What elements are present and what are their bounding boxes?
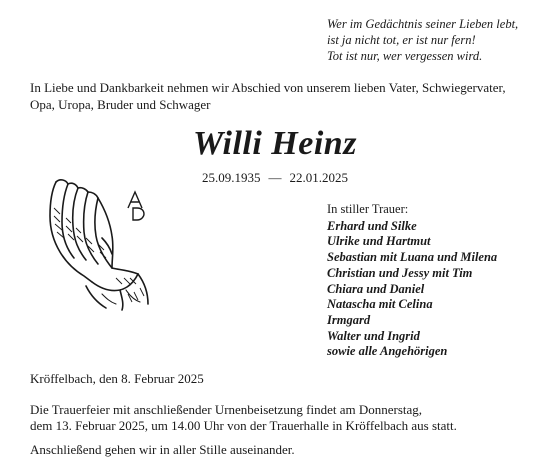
mourner-entry: Natascha mit Celina [327,297,433,312]
mourner-entry: Ulrike und Hartmut [327,234,431,249]
mourner-entry: Walter und Ingrid [327,328,420,343]
date-separator: — [268,170,282,185]
poem-line: Tot ist nur, wer vergessen wird. [327,49,483,63]
mourner-entry: Christian und Jessy mit Tim [327,265,473,280]
mourners-list [327,202,542,360]
closing-note: Anschließend gehen wir in aller Stille auseinander. [30,442,295,457]
mourner-entry: Sebastian mit Luana und Milena [327,250,498,265]
intro-line: In Liebe und Dankbarkeit nehmen wir Abschied von unserem lieben Vater, Schwiegervater, [30,80,506,95]
funeral-service-info [30,402,535,434]
poem-line: Wer im Gedächtnis seiner Lieben lebt, [327,17,519,31]
farewell-intro [30,79,530,113]
birth-date: 25.09.1935 [202,170,261,185]
memorial-poem [327,16,542,64]
mourners-lead: In stiller Trauer: [327,202,409,216]
mourner-entry: Chiara und Daniel [327,281,425,296]
poem-line: ist ja nicht tot, er ist nur fern! [327,33,476,47]
praying-hands-icon [40,178,160,313]
mourner-entry: Irmgard [327,312,371,327]
service-line: dem 13. Februar 2025, um 14.00 Uhr von der Trauerhalle in Kröffelbach aus statt. [30,418,457,433]
intro-line: Opa, Uropa, Bruder und Schwager [30,97,211,112]
monogram [128,192,144,220]
mourner-entry: sowie alle Angehörigen [327,344,448,359]
place-and-date: Kröffelbach, den 8. Februar 2025 [30,371,204,386]
deceased-name: Willi Heinz [193,125,357,162]
mourner-entry: Erhard und Silke [327,218,417,233]
death-date: 22.01.2025 [289,170,348,185]
service-line: Die Trauerfeier mit anschließender Urnenbeisetzung findet am Donnerstag, [30,402,423,417]
